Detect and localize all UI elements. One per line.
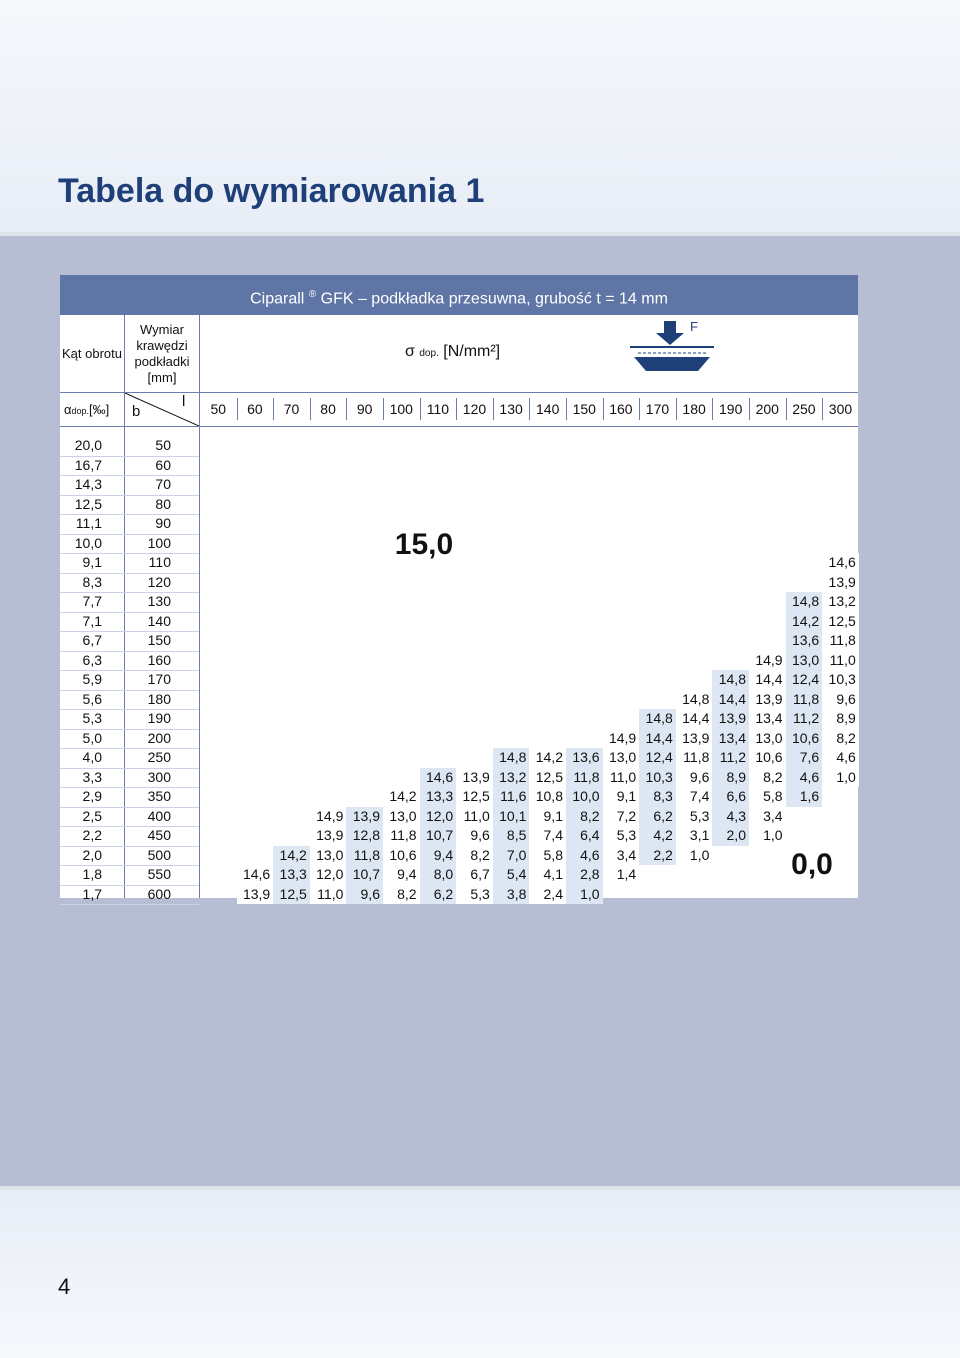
sigma-label: [405, 343, 500, 361]
value-cell: 13,9: [749, 690, 786, 710]
value-cell: 4,6: [822, 748, 859, 768]
value-cell: 14,6: [237, 865, 274, 885]
edge-cell: 500: [147, 846, 171, 863]
value-cell: 13,9: [237, 885, 274, 905]
edge-cell: 130: [147, 593, 171, 609]
value-cell: 13,0: [310, 846, 347, 866]
angle-cell: 12,5: [74, 495, 102, 512]
value-cell: 8,2: [822, 729, 859, 749]
sigma-subscript: dop.: [419, 348, 439, 359]
value-cell: 7,4: [676, 787, 713, 807]
value-cell: 5,8: [529, 846, 566, 866]
value-cell: 13,6: [786, 631, 823, 651]
edge-cell: 450: [147, 827, 171, 843]
min-value-label: 0,0: [774, 847, 850, 883]
value-cell: 13,0: [749, 729, 786, 749]
value-cell: 14,9: [749, 651, 786, 671]
value-cell: 12,5: [273, 885, 310, 905]
value-cell: 10,7: [346, 865, 383, 885]
divider: [822, 398, 823, 420]
l-header-cell: 100: [389, 401, 413, 417]
max-value-label: 15,0: [384, 528, 464, 562]
angle-cell: 9,1: [82, 554, 102, 570]
value-cell: 14,4: [639, 729, 676, 749]
value-cell: 10,1: [493, 807, 530, 827]
value-cell: 13,9: [676, 729, 713, 749]
value-cell: 11,8: [566, 768, 603, 788]
value-cell: 11,2: [712, 748, 749, 768]
value-cell: 10,6: [786, 729, 823, 749]
value-cell: 2,8: [566, 865, 603, 885]
value-cell: 8,3: [639, 787, 676, 807]
l-header-cell: 140: [536, 401, 560, 417]
value-cell: 11,0: [822, 651, 859, 671]
divider: [493, 398, 494, 420]
angle-cell: 2,2: [82, 827, 102, 843]
edge-cell: 180: [147, 690, 171, 707]
value-cell: 14,8: [786, 592, 823, 612]
angle-cell: 4,0: [82, 749, 102, 765]
registered-mark: ®: [308, 289, 317, 300]
value-cell: 14,6: [420, 768, 457, 788]
value-cell: 7,4: [529, 826, 566, 846]
value-cell: 14,2: [786, 612, 823, 632]
angle-cell: 3,3: [82, 768, 102, 785]
angle-cell: 11,1: [75, 515, 102, 531]
l-header-cell: 80: [320, 401, 336, 417]
value-cell: 14,2: [529, 748, 566, 768]
value-cell: 11,6: [493, 787, 530, 807]
l-header-cell: 120: [462, 401, 487, 417]
column-header-edge: Wymiar krawędzi podkładki [mm]: [134, 321, 190, 385]
value-cell: 14,8: [639, 709, 676, 729]
value-cell: 1,0: [749, 826, 786, 846]
l-header-cell: 250: [792, 401, 816, 417]
value-cell: 12,5: [529, 768, 566, 788]
value-cell: 6,6: [712, 787, 749, 807]
value-cell: 11,8: [383, 826, 420, 846]
value-cell: 10,8: [529, 787, 566, 807]
divider: [529, 398, 530, 420]
value-cell: 2,2: [639, 846, 676, 866]
edge-cell: 600: [147, 885, 171, 902]
alpha-unit: [‰]: [89, 402, 110, 417]
divider: [749, 398, 750, 420]
value-cell: 13,3: [273, 865, 310, 885]
corner-diagonal: [125, 393, 199, 426]
value-cell: 8,5: [493, 826, 530, 846]
l-header-cell: 110: [426, 401, 450, 417]
value-cell: 11,0: [310, 885, 347, 905]
value-cell: 10,6: [383, 846, 420, 866]
value-cell: 1,0: [566, 885, 603, 905]
value-cell: 1,0: [822, 768, 859, 788]
divider: [712, 398, 713, 420]
l-header-cell: 180: [682, 401, 706, 417]
value-cell: 13,0: [786, 651, 823, 671]
l-header-cell: 150: [572, 401, 596, 417]
angle-cell: 2,5: [82, 807, 102, 824]
value-cell: 13,9: [456, 768, 493, 788]
sigma-symbol: σ: [405, 343, 415, 360]
value-cell: 8,2: [456, 846, 493, 866]
angle-cell: 7,1: [82, 612, 102, 629]
alpha-symbol: α: [64, 402, 72, 417]
angle-cell: 1,7: [82, 885, 102, 902]
value-cell: 4,6: [786, 768, 823, 788]
l-header-cell: 170: [645, 401, 670, 417]
value-cell: 13,2: [493, 768, 530, 788]
value-cell: 3,4: [603, 846, 640, 866]
value-cell: 14,2: [383, 787, 420, 807]
table-heading: [60, 275, 858, 315]
angle-cell: 6,7: [82, 632, 102, 648]
divider: [310, 398, 311, 420]
value-cell: 5,3: [456, 885, 493, 905]
edge-cell: 80: [155, 495, 171, 512]
value-cell: 9,4: [420, 846, 457, 866]
divider: [603, 398, 604, 420]
alpha-subscript: dop.: [71, 406, 90, 416]
angle-cell: 6,3: [82, 651, 102, 668]
edge-cell: 110: [148, 554, 171, 570]
value-cell: 12,4: [639, 748, 676, 768]
divider: [237, 398, 238, 420]
value-cell: 4,2: [639, 826, 676, 846]
value-cell: 14,4: [749, 670, 786, 690]
edge-cell: 170: [147, 671, 171, 687]
value-cell: 12,4: [786, 670, 823, 690]
edge-cell: 120: [147, 573, 171, 590]
value-cell: 1,4: [603, 865, 640, 885]
value-cell: 9,1: [603, 787, 640, 807]
value-cell: 7,0: [493, 846, 530, 866]
divider: [420, 398, 421, 420]
edge-cell: 300: [147, 768, 171, 785]
value-cell: 13,6: [566, 748, 603, 768]
value-cell: 11,8: [676, 748, 713, 768]
angle-cell: 16,7: [74, 456, 102, 473]
value-cell: 4,6: [566, 846, 603, 866]
angle-cell: 7,7: [82, 593, 102, 609]
table-heading-brand: Ciparall: [250, 290, 305, 308]
l-header-cell: 130: [499, 401, 523, 417]
value-cell: 10,3: [822, 670, 859, 690]
value-cell: 11,8: [822, 631, 859, 651]
value-cell: 8,9: [712, 768, 749, 788]
l-header-cell: 300: [828, 401, 853, 417]
value-cell: 11,0: [456, 807, 493, 827]
value-cell: 13,9: [712, 709, 749, 729]
edge-cell: 70: [155, 476, 171, 492]
value-cell: 6,2: [420, 885, 457, 905]
value-cell: 7,2: [603, 807, 640, 827]
value-cell: 3,4: [749, 807, 786, 827]
force-label: F: [690, 319, 698, 334]
edge-cell: 550: [147, 866, 171, 882]
value-cell: 14,8: [493, 748, 530, 768]
value-cell: 3,1: [676, 826, 713, 846]
value-cell: 6,4: [566, 826, 603, 846]
angle-cell: 5,0: [82, 729, 102, 746]
value-cell: 14,9: [603, 729, 640, 749]
value-cell: 5,3: [676, 807, 713, 827]
value-cell: 2,0: [712, 826, 749, 846]
page-number: 4: [58, 1274, 71, 1299]
angle-cell: 10,0: [74, 534, 102, 551]
value-cell: 11,8: [346, 846, 383, 866]
value-cell: 9,6: [456, 826, 493, 846]
angle-cell: 5,3: [82, 710, 102, 726]
value-cell: 14,4: [712, 690, 749, 710]
l-header-cell: 190: [719, 401, 743, 417]
column-header-angle: Kąt obrotu: [62, 345, 122, 361]
divider: [273, 398, 274, 420]
value-cell: 8,2: [749, 768, 786, 788]
alpha-label: [64, 402, 109, 417]
value-cell: 14,6: [822, 553, 859, 573]
value-cell: 9,6: [822, 690, 859, 710]
table-heading-text: GFK – podkładka przesuwna, grubość t = 14 mm: [316, 290, 668, 308]
angle-cell: 5,6: [82, 690, 102, 707]
divider: [456, 398, 457, 420]
value-cell: 14,2: [273, 846, 310, 866]
value-cell: 10,7: [420, 826, 457, 846]
force-pad-icon: [628, 319, 716, 373]
b-label: b: [132, 403, 141, 420]
value-cell: 9,6: [346, 885, 383, 905]
angle-cell: 1,8: [82, 866, 102, 882]
value-cell: 14,8: [712, 670, 749, 690]
value-cell: 5,4: [493, 865, 530, 885]
angle-cell: 2,0: [82, 846, 102, 863]
value-cell: 11,8: [786, 690, 823, 710]
value-cell: 10,0: [566, 787, 603, 807]
edge-cell: 140: [147, 612, 171, 629]
value-cell: 9,1: [529, 807, 566, 827]
value-cell: 13,2: [822, 592, 859, 612]
value-cell: 11,2: [786, 709, 823, 729]
value-cell: 8,2: [383, 885, 420, 905]
edge-cell: 250: [147, 749, 171, 765]
edge-cell: 150: [147, 632, 171, 648]
value-cell: 6,7: [456, 865, 493, 885]
value-cell: 7,6: [786, 748, 823, 768]
l-label: l: [182, 393, 186, 410]
value-cell: 9,4: [383, 865, 420, 885]
value-cell: 14,8: [676, 690, 713, 710]
value-cell: 3,8: [493, 885, 530, 905]
value-cell: 1,6: [786, 787, 823, 807]
value-cell: 5,3: [603, 826, 640, 846]
edge-cell: 200: [147, 729, 171, 746]
value-cell: 13,9: [822, 573, 859, 593]
value-cell: 10,3: [639, 768, 676, 788]
edge-cell: 100: [147, 534, 171, 551]
divider: [639, 398, 640, 420]
value-cell: 14,4: [676, 709, 713, 729]
value-cell: 11,0: [603, 768, 640, 788]
value-cell: 13,9: [346, 807, 383, 827]
bottom-band: [0, 1190, 960, 1358]
l-header-cell: 160: [609, 401, 633, 417]
divider: [346, 398, 347, 420]
edge-cell: 190: [147, 710, 171, 726]
value-cell: 4,1: [529, 865, 566, 885]
sigma-unit: [N/mm²]: [438, 343, 501, 360]
edge-cell: 400: [147, 807, 171, 824]
angle-cell: 20,0: [74, 437, 102, 453]
l-header-cell: 200: [755, 401, 779, 417]
edge-cell: 160: [147, 651, 171, 668]
divider: [566, 398, 567, 420]
value-cell: 1,0: [676, 846, 713, 866]
value-cell: 12,5: [456, 787, 493, 807]
divider: [60, 426, 858, 427]
divider: [60, 904, 199, 905]
l-header-cell: 70: [283, 401, 300, 417]
value-cell: 13,0: [603, 748, 640, 768]
edge-cell: 50: [155, 437, 171, 453]
angle-cell: 14,3: [74, 476, 102, 492]
divider: [676, 398, 677, 420]
value-cell: 14,9: [310, 807, 347, 827]
value-cell: 9,6: [676, 768, 713, 788]
value-cell: 5,8: [749, 787, 786, 807]
l-header-cell: 60: [247, 401, 263, 417]
value-cell: 4,3: [712, 807, 749, 827]
divider: [383, 398, 384, 420]
angle-cell: 5,9: [82, 671, 102, 687]
value-cell: 2,4: [529, 885, 566, 905]
value-cell: 13,3: [420, 787, 457, 807]
edge-cell: 350: [147, 788, 171, 804]
value-cell: 8,0: [420, 865, 457, 885]
value-cell: 8,9: [822, 709, 859, 729]
edge-cell: 90: [155, 515, 171, 531]
value-cell: 6,2: [639, 807, 676, 827]
l-header-cell: 90: [356, 401, 373, 417]
value-cell: 8,2: [566, 807, 603, 827]
divider: [786, 398, 787, 420]
value-cell: 13,4: [749, 709, 786, 729]
dimensioning-table: [60, 275, 858, 902]
edge-cell: 60: [155, 456, 171, 473]
angle-cell: 8,3: [82, 573, 102, 590]
l-header-cell: 50: [210, 401, 227, 417]
value-cell: 12,5: [822, 612, 859, 632]
page-title: Tabela do wymiarowania 1: [58, 172, 485, 210]
value-cell: 12,0: [420, 807, 457, 827]
value-cell: 13,4: [712, 729, 749, 749]
value-cell: 13,0: [383, 807, 420, 827]
value-cell: 12,8: [346, 826, 383, 846]
value-cell: 10,6: [749, 748, 786, 768]
value-cell: 12,0: [310, 865, 347, 885]
angle-cell: 2,9: [82, 788, 102, 804]
value-cell: 13,9: [310, 826, 347, 846]
